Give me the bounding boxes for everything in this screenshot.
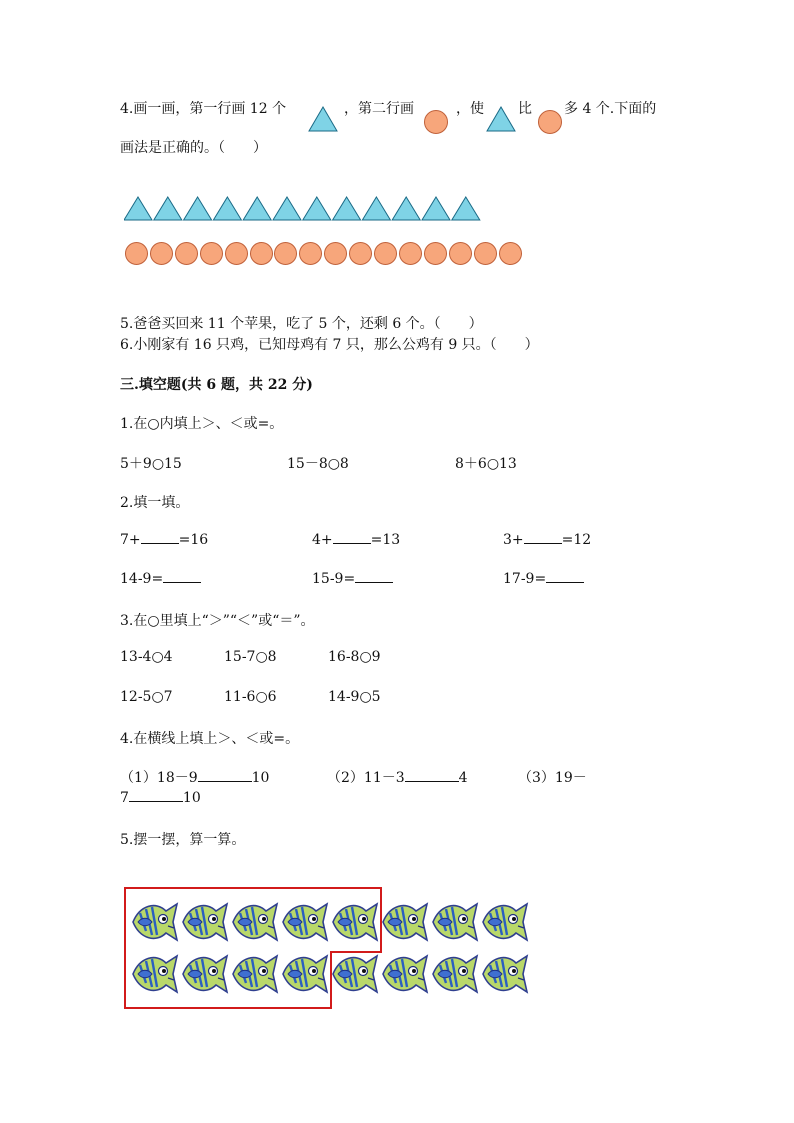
fish-icon bbox=[430, 951, 480, 997]
fill-q1-item: 15－8○8 bbox=[287, 456, 349, 472]
triangle-icon bbox=[154, 197, 182, 220]
fill-q2-item: 17-9= bbox=[503, 570, 584, 587]
triangle-row bbox=[124, 196, 484, 222]
circle-icon bbox=[424, 242, 447, 265]
q4-line1-text4: 比 bbox=[518, 101, 532, 117]
triangle-icon bbox=[243, 197, 271, 220]
fish-icon bbox=[480, 899, 530, 945]
circle-icon bbox=[538, 110, 562, 134]
fill-q1-title: 1.在○内填上＞、＜或=。 bbox=[120, 416, 284, 432]
group-box-top bbox=[124, 887, 382, 953]
fill-q2-item: 4+ =13 bbox=[312, 532, 401, 548]
fill-q2-item: 3+ =12 bbox=[503, 532, 592, 548]
answer-blank[interactable] bbox=[333, 531, 371, 544]
fill-q3-item: 11-6○6 bbox=[224, 689, 277, 705]
q4-line1-text5: 多 4 个.下面的 bbox=[564, 101, 657, 117]
fill-q1-item: 8＋6○13 bbox=[455, 456, 517, 472]
circle-icon bbox=[150, 242, 173, 265]
triangle-icon bbox=[184, 197, 212, 220]
q4-line1-text2: ，第二行画 bbox=[344, 101, 414, 117]
group-box-bottom bbox=[124, 951, 332, 1009]
circle-icon bbox=[374, 242, 397, 265]
triangle-icon bbox=[452, 197, 480, 220]
answer-blank[interactable] bbox=[524, 531, 562, 544]
triangle-icon bbox=[392, 197, 420, 220]
circle-icon bbox=[250, 242, 273, 265]
fill-q4-item-b: （2）11－3 4 bbox=[327, 770, 468, 786]
circle-icon bbox=[125, 242, 148, 265]
group-box-step bbox=[330, 951, 382, 953]
triangle-icon bbox=[308, 106, 338, 132]
fill-q2-item: 7+ =16 bbox=[120, 532, 209, 548]
section-heading: 三.填空题(共 6 题，共 22 分) bbox=[120, 377, 313, 393]
fill-q2-title: 2.填一填。 bbox=[120, 495, 190, 511]
fish-icon bbox=[380, 951, 430, 997]
circle-icon bbox=[225, 242, 248, 265]
q5-statement: 5.爸爸买回来 11 个苹果，吃了 5 个，还剩 6 个。（ ） bbox=[120, 316, 483, 332]
triangle-icon bbox=[362, 197, 390, 220]
triangle-icon bbox=[422, 197, 450, 220]
circle-icon bbox=[499, 242, 522, 265]
circle-icon bbox=[324, 242, 347, 265]
triangle-icon bbox=[213, 197, 241, 220]
circle-row bbox=[124, 241, 534, 267]
circle-icon bbox=[349, 242, 372, 265]
answer-blank[interactable] bbox=[141, 531, 179, 544]
triangle-icon bbox=[273, 197, 301, 220]
answer-blank[interactable] bbox=[546, 570, 584, 583]
triangle-icon bbox=[486, 106, 516, 132]
fill-q3-title: 3.在○里填上“＞”“＜”或“＝”。 bbox=[120, 613, 315, 629]
fill-q5-title: 5.摆一摆，算一算。 bbox=[120, 832, 246, 848]
fill-q4-item-c: （3）19－ bbox=[518, 770, 587, 786]
fill-q3-item: 16-8○9 bbox=[328, 649, 381, 665]
fish-icon bbox=[480, 951, 530, 997]
triangle-icon bbox=[333, 197, 361, 220]
fill-q1-item: 5＋9○15 bbox=[120, 456, 182, 472]
answer-blank[interactable] bbox=[405, 769, 459, 782]
circle-icon bbox=[424, 110, 448, 134]
fill-q2-item: 15-9= bbox=[312, 570, 393, 587]
fish-icon bbox=[330, 951, 380, 997]
fill-q4-item-c2: 7 10 bbox=[120, 790, 201, 806]
triangle-icon bbox=[124, 197, 152, 220]
circle-icon bbox=[474, 242, 497, 265]
q4-line1-text3: ，使 bbox=[456, 101, 484, 117]
q6-statement: 6.小刚家有 16 只鸡，已知母鸡有 7 只，那么公鸡有 9 只。（ ） bbox=[120, 337, 539, 353]
circle-icon bbox=[299, 242, 322, 265]
fill-q3-item: 13-4○4 bbox=[120, 649, 173, 665]
q4-line2: 画法是正确的。（ ） bbox=[120, 140, 267, 156]
fish-picture bbox=[124, 887, 534, 1012]
fill-q3-item: 15-7○8 bbox=[224, 649, 277, 665]
fill-q4-item-a: （1）18－9 10 bbox=[120, 770, 270, 786]
circle-icon bbox=[449, 242, 472, 265]
fill-q4-title: 4.在横线上填上＞、＜或=。 bbox=[120, 731, 300, 747]
fill-q2-item: 14-9= bbox=[120, 570, 201, 587]
q4-line1-text1: 4.画一画，第一行画 12 个 bbox=[120, 101, 287, 117]
circle-icon bbox=[175, 242, 198, 265]
triangle-icon bbox=[303, 197, 331, 220]
answer-blank[interactable] bbox=[163, 570, 201, 583]
circle-icon bbox=[200, 242, 223, 265]
fill-q3-item: 14-9○5 bbox=[328, 689, 381, 705]
fill-q3-item: 12-5○7 bbox=[120, 689, 173, 705]
fish-icon bbox=[380, 899, 430, 945]
answer-blank[interactable] bbox=[355, 570, 393, 583]
answer-blank[interactable] bbox=[129, 789, 183, 802]
circle-icon bbox=[399, 242, 422, 265]
fish-icon bbox=[430, 899, 480, 945]
circle-icon bbox=[274, 242, 297, 265]
answer-blank[interactable] bbox=[198, 769, 252, 782]
